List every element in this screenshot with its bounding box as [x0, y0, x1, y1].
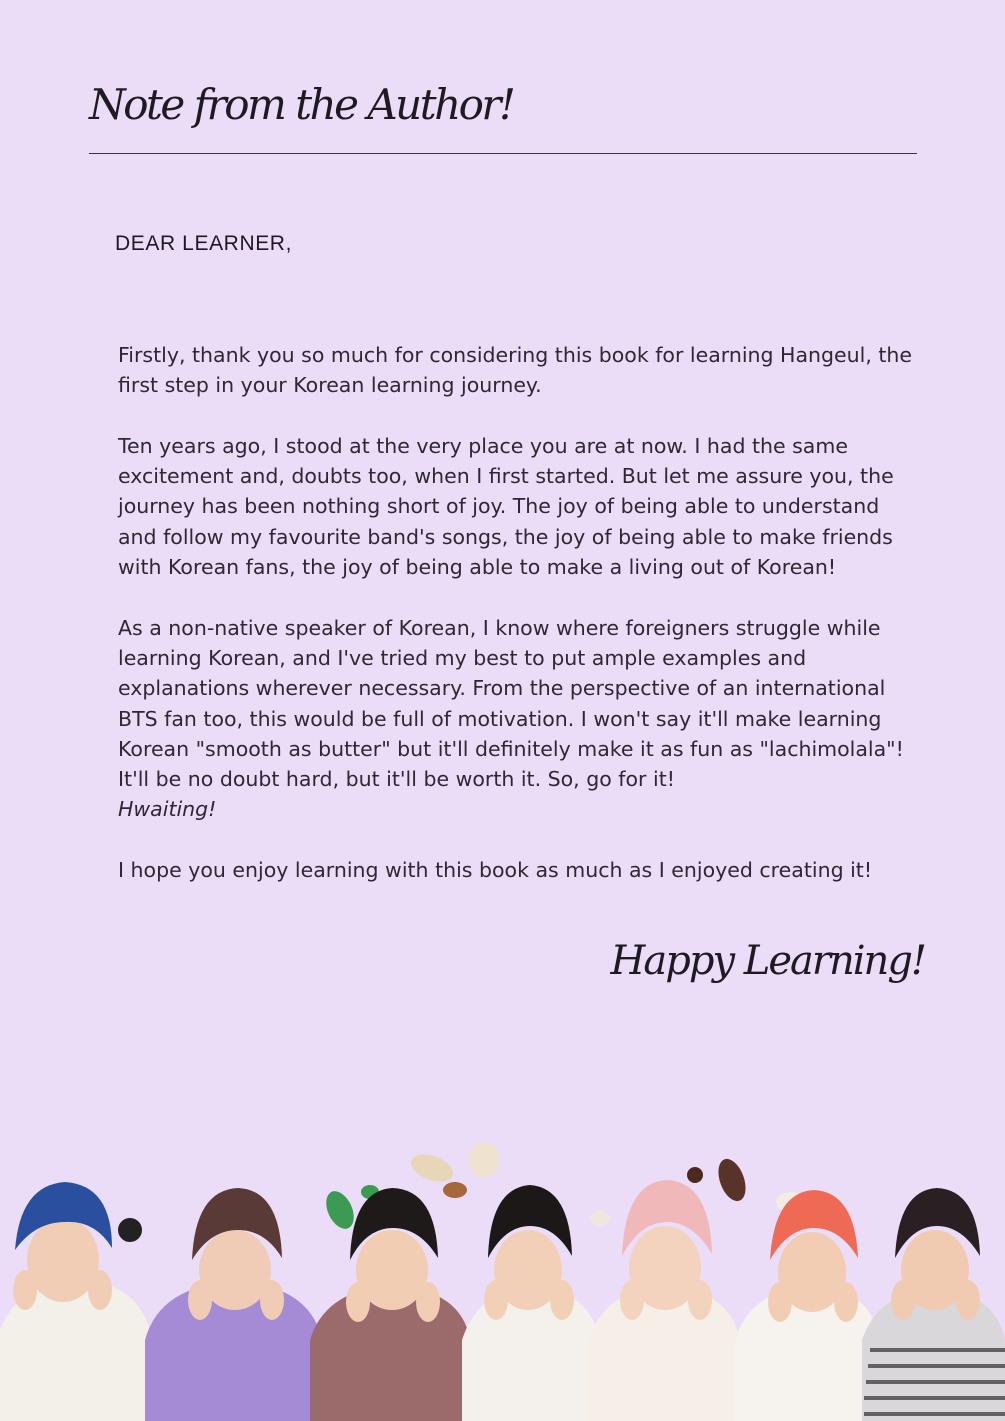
letter-paragraph-text: As a non-native speaker of Korean, I know where foreigners struggle while learning Korean, and I've tried my best to put ample examples and explanations wherever necessary. From the perspective of an international BTS fan too, this would be full of motivation. I won't say it'll make learning Korean "smooth as butter" but it'll definitely make it as fun as "lachimolala"! It'll be no doubt hard, but it'll be worth it. So, go for it!	[118, 615, 904, 792]
signoff: Happy Learning!	[610, 938, 925, 984]
letter-paragraph: Ten years ago, I stood at the very place you are at now. I had the same excitement and, doubts too, when I first started. But let me assure you, the journey has been nothing short of joy. The joy of being able to understand and follow my favourite band's songs, the joy of being able to make friends with Korean fans, the joy of being able to make a living out of Korean!	[118, 433, 894, 580]
letter-paragraph	[118, 613, 918, 825]
member-figure	[145, 1188, 322, 1421]
page-title: Note from the Author!	[89, 80, 514, 129]
group-photo	[0, 1130, 1005, 1421]
member-figure	[588, 1180, 740, 1421]
salutation: DEAR LEARNER,	[115, 232, 293, 255]
member-figure	[735, 1190, 880, 1421]
cheer-text: Hwaiting!	[118, 797, 217, 822]
letter-paragraph: Firstly, thank you so much for considering this book for learning Hangeul, the first step in your Korean learning journey.	[118, 343, 913, 398]
title-divider	[89, 153, 917, 154]
member-figure	[862, 1188, 1005, 1421]
member-figure	[462, 1185, 600, 1421]
member-figure	[0, 1182, 150, 1421]
letter-body	[118, 340, 918, 916]
member-figure	[310, 1188, 470, 1421]
letter-paragraph: I hope you enjoy learning with this book as much as I enjoyed creating it!	[118, 858, 873, 883]
